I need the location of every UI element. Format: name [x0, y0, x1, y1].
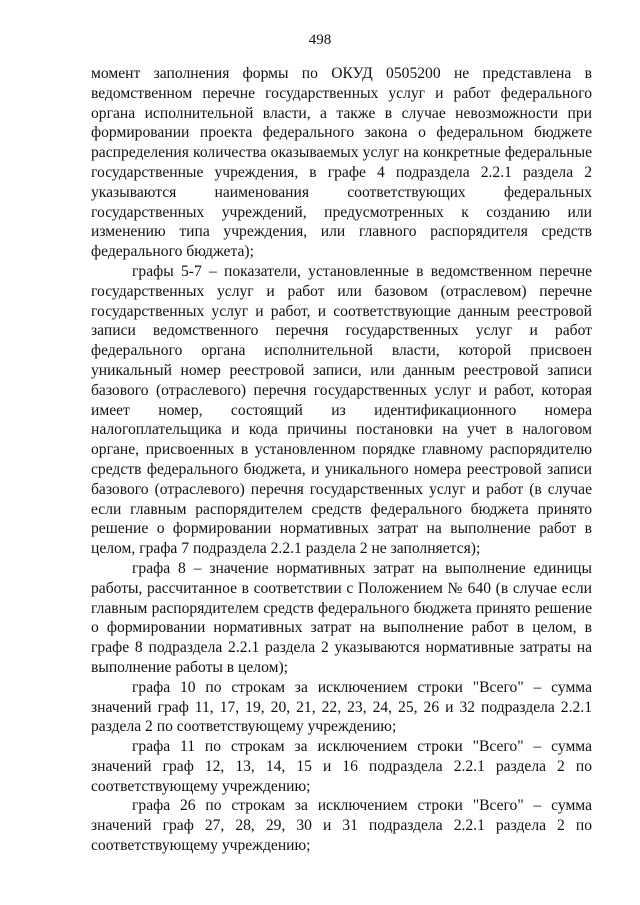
paragraph-columns-5-7: графы 5-7 – показатели, установленные в ведомственном перечне государственных услуг и работ или базовом (отраслевом) перечне государственных услуг и работ, и соответствующие данным реестровой записи ведомственного перечня государственных услуг и работ федерального органа исполнительной власти, которой присвоен уникальный номер реестровой записи, или данным реестровой записи базового (отраслевого) перечня государственных услуг и работ, которая имеет номер, состоящий из идентификационного номера налогоплательщика и кода причины постановки на учет в налоговом органе, присвоенных в установленном порядке главному распорядителю средств федерального бюджета, и уникального номера реестровой записи базового (отраслевого) перечня государственных услуг и работ (в случае если главным распорядителем средств федерального бюджета принято решение о формировании нормативных затрат на выполнение работ в целом, графа 7 подраздела 2.2.1 раздела 2 не заполняется); — [91, 262, 592, 558]
paragraph-column-26: графа 26 по строкам за исключением строки "Всего" – сумма значений граф 27, 28, 29, 30 и 31 подраздела 2.2.1 раздела 2 по соответствующему учреждению; — [91, 797, 592, 855]
paragraph-column-10: графа 10 по строкам за исключением строки "Всего" – сумма значений граф 11, 17, 19, 20, 21, 22, 23, 24, 25, 26 и 32 подраздела 2.2.1 раздела 2 по соответствующему учреждению; — [91, 678, 592, 736]
page-number: 498 — [308, 32, 332, 48]
document-body — [91, 64, 592, 856]
paragraph-continuation: момент заполнения формы по ОКУД 0505200 не представлена в ведомственном перечне государственных услуг и работ федерального органа исполнительной власти, а также в случае невозможности при формировании проекта федерального закона о федеральном бюджете распределения количества оказываемых услуг на конкретные федеральные государственные учреждения, в графе 4 подраздела 2.2.1 раздела 2 указываются наименования соответствующих федеральных государственных учреждений, предусмотренных к созданию или изменению типа учреждения, или главного распорядителя средств федерального бюджета); — [91, 65, 592, 261]
paragraph-column-11: графа 11 по строкам за исключением строки "Всего" – сумма значений граф 12, 13, 14, 15 и 16 подраздела 2.2.1 раздела 2 по соответствующему учреждению; — [91, 738, 592, 795]
paragraph-column-8: графа 8 – значение нормативных затрат на выполнение единицы работы, рассчитанное в соответствии с Положением № 640 (в случае если главным распорядителем средств федерального бюджета принято решение о формировании нормативных затрат на выполнение работ в целом, в графе 8 подраздела 2.2.1 раздела 2 указываются нормативные затраты на выполнение работы в целом); — [91, 559, 592, 676]
